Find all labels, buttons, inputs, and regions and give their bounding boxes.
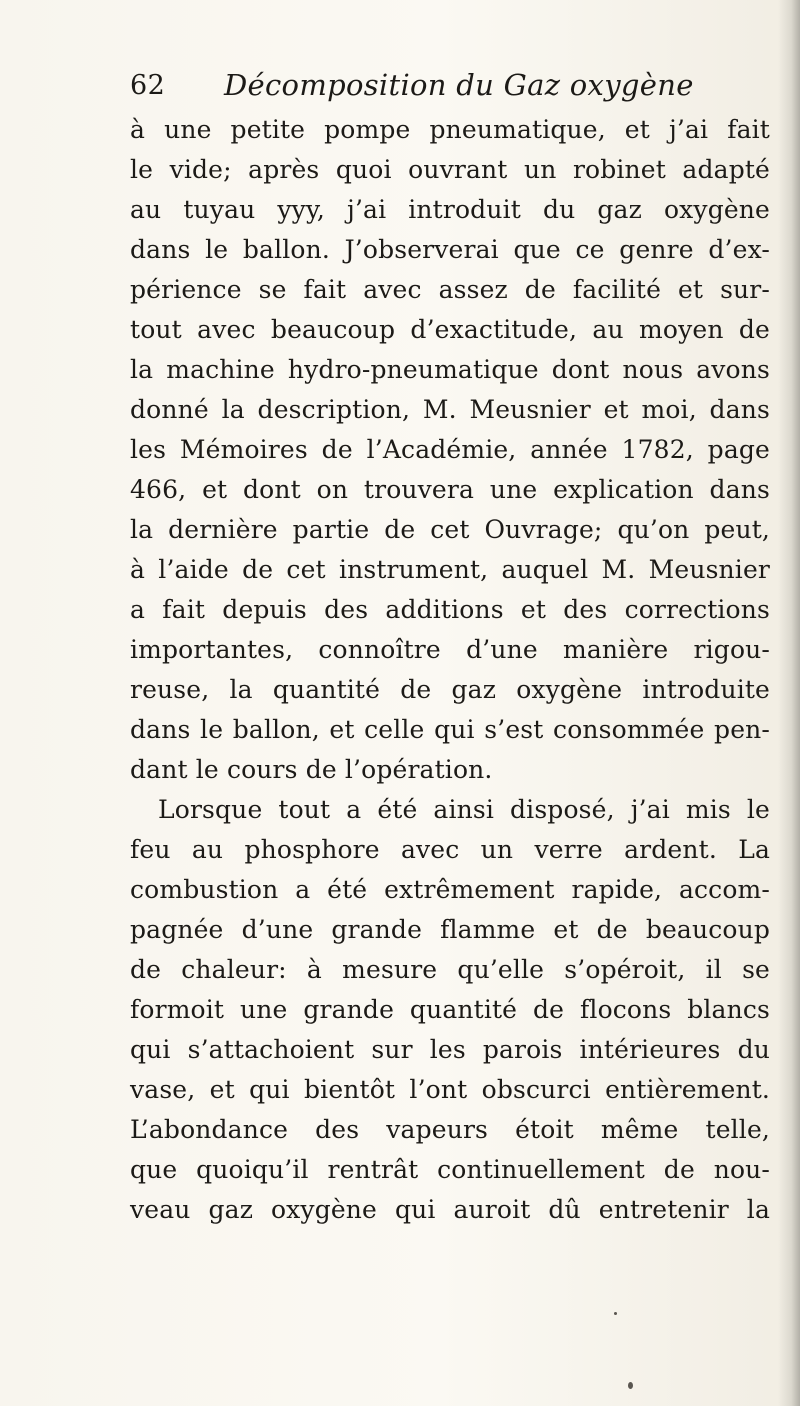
text-line: que quoiqu’il rentrât continuellement de nou- bbox=[130, 1155, 770, 1184]
text-line: dans le ballon. J’observerai que ce genre d’ex- bbox=[130, 235, 770, 264]
text-line: pagnée d’une grande flamme et de beaucoup bbox=[130, 915, 770, 944]
text-line: 466, et dont on trouvera une explication dans bbox=[130, 475, 770, 504]
text-line: au tuyau yyy, j’ai introduit du gaz oxygène bbox=[130, 195, 770, 224]
paragraph-2 bbox=[130, 790, 770, 1230]
text-line: feu au phosphore avec un verre ardent. La bbox=[130, 835, 770, 864]
text-line: L’abondance des vapeurs étoit même telle, bbox=[130, 1115, 770, 1144]
text-line: la dernière partie de cet Ouvrage; qu’on peut, bbox=[130, 515, 770, 544]
page-number: 62 bbox=[130, 70, 166, 101]
text-line: donné la description, M. Meusnier et moi, dans bbox=[130, 395, 770, 424]
text-line: formoit une grande quantité de flocons blancs bbox=[130, 995, 770, 1024]
text-line: les Mémoires de l’Académie, année 1782, page bbox=[130, 435, 770, 464]
text-line: le vide; après quoi ouvrant un robinet adapté bbox=[130, 155, 770, 184]
text-line: Lorsque tout a été ainsi disposé, j’ai mis le bbox=[158, 795, 770, 824]
text-line: à une petite pompe pneumatique, et j’ai fait bbox=[130, 115, 770, 144]
text-line: a fait depuis des additions et des corrections bbox=[130, 595, 770, 624]
text-line: veau gaz oxygène qui auroit dû entretenir la bbox=[130, 1195, 770, 1224]
text-line: la machine hydro-pneumatique dont nous avons bbox=[130, 355, 770, 384]
text-line: reuse, la quantité de gaz oxygène introduite bbox=[130, 675, 770, 704]
text-line: à l’aide de cet instrument, auquel M. Meusnier bbox=[130, 555, 770, 584]
text-line: dans le ballon, et celle qui s’est consommée pen- bbox=[130, 715, 770, 744]
text-line: qui s’attachoient sur les parois intérieures du bbox=[130, 1035, 770, 1064]
text-line: de chaleur: à mesure qu’elle s’opéroit, il se bbox=[130, 955, 770, 984]
text-line: importantes, connoître d’une manière rigou- bbox=[130, 635, 770, 664]
ink-speck bbox=[628, 1382, 633, 1389]
page-header bbox=[130, 70, 770, 110]
text-line: tout avec beaucoup d’exactitude, au moyen de bbox=[130, 315, 770, 344]
text-line: combustion a été extrêmement rapide, accom- bbox=[130, 875, 770, 904]
ink-speck bbox=[614, 1312, 617, 1315]
text-line: périence se fait avec assez de facilité et sur- bbox=[130, 275, 770, 304]
running-title: Décomposition du Gaz oxygène bbox=[224, 68, 694, 102]
text-line: vase, et qui bientôt l’ont obscurci entièrement. bbox=[130, 1075, 770, 1104]
body-text bbox=[130, 110, 770, 1230]
page-edge-shadow bbox=[778, 0, 800, 1406]
paragraph-1 bbox=[130, 110, 770, 790]
text-line: dant le cours de l’opération. bbox=[130, 755, 493, 784]
